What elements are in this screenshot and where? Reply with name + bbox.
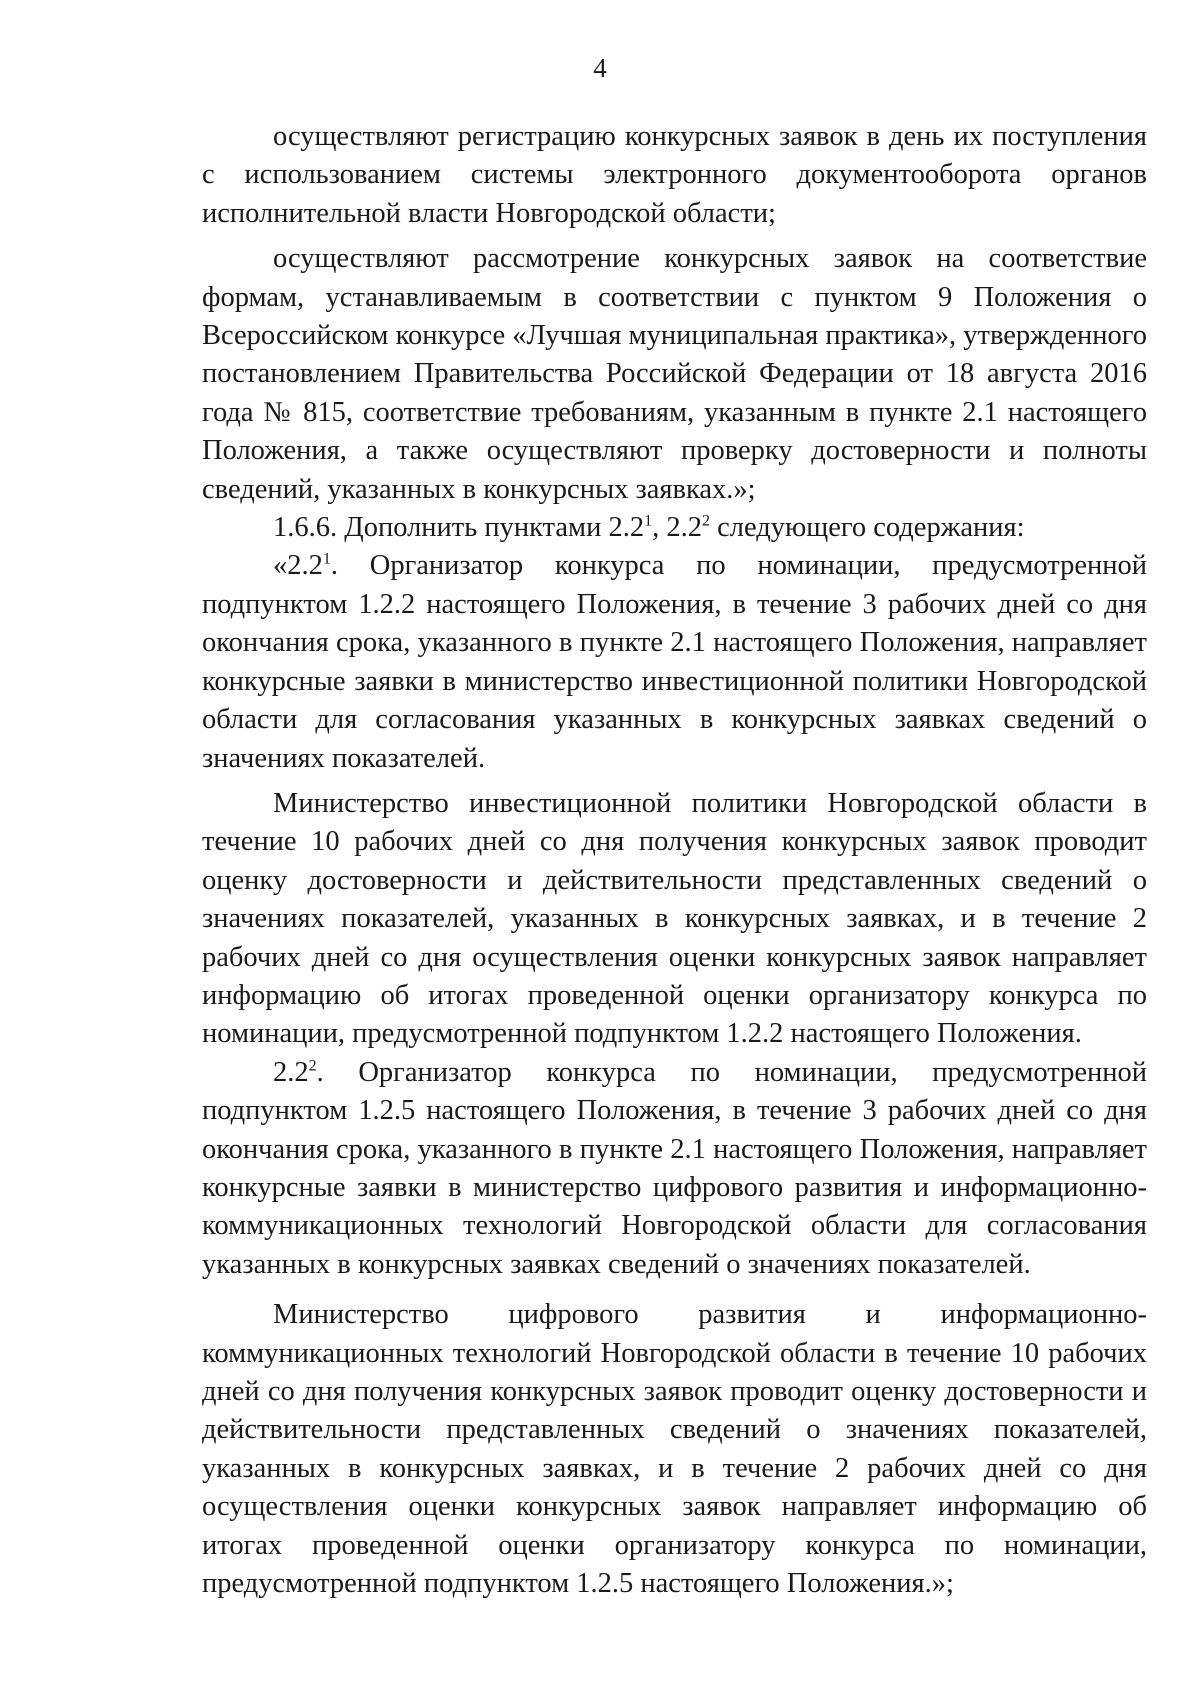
document-body [202,118,1147,1603]
paragraph-registration: осуществляют регистрацию конкурсных заявок в день их поступления с использованием системы электронного документооборота органов исполнительной власти Новгородской области; [202,121,1147,229]
amendment-text-b: , 2.2 [652,512,702,544]
paragraph-clause-2-2-1 [202,547,1147,777]
clause-2-2-2-number: 2.2 [273,1056,309,1088]
superscript-2: 2 [701,512,710,530]
paragraph-clause-2-2-2 [202,1054,1147,1284]
clause-2-2-2-sup: 2 [308,1057,317,1075]
clause-2-2-1-number: «2.2 [273,550,323,582]
amendment-text-c: следующего содержания: [709,512,1025,544]
paragraph-amendment [202,509,1147,547]
amendment-text-a: 1.6.6. Дополнить пунктами 2.2 [273,512,645,544]
paragraph-digital-ministry: Министерство цифрового развития и информационно-коммуникационных технологий Новгородской области в течение 10 рабочих дней со дня получения конкурсных заявок проводит оценку достоверности и действительности представленных сведений о значениях показателей, указанных в конкурсных заявках, и в течение 2 рабочих дней со дня осуществления оценки конкурсных заявок направляет информацию об итогах проведенной оценки организатору конкурса по номинации, предусмотренной подпунктом 1.2.5 настоящего Положения.»; [202,1299,1147,1600]
clause-2-2-2-text: . Организатор конкурса по номинации, предусмотренной подпунктом 1.2.5 настоящего Положения, в течение 3 рабочих дней со дня окончания срока, указанного в пункте 2.1 настоящего Положения, направляет конкурсные заявки в министерство цифрового развития и информационно-коммуникационных технологий Новгородской области для согласования указанных в конкурсных заявках сведений о значениях показателей. [202,1056,1147,1280]
clause-2-2-1-text: . Организатор конкурса по номинации, предусмотренной подпунктом 1.2.2 настоящего Положения, в течение 3 рабочих дней со дня окончания срока, указанного в пункте 2.1 настоящего Положения, направляет конкурсные заявки в министерство инвестиционной политики Новгородской области для согласования указанных в конкурсных заявках сведений о значениях показателей. [202,550,1147,774]
superscript-1: 1 [644,512,653,530]
clause-2-2-1-sup: 1 [322,550,331,568]
paragraph-investment-ministry: Министерство инвестиционной политики Новгородской области в течение 10 рабочих дней со дня получения конкурсных заявок проводит оценку достоверности и действительности представленных сведений о значениях показателей, указанных в конкурсных заявках, и в течение 2 рабочих дней со дня осуществления оценки конкурсных заявок направляет информацию об итогах проведенной оценки организатору конкурса по номинации, предусмотренной подпунктом 1.2.2 настоящего Положения. [202,787,1147,1050]
paragraph-review: осуществляют рассмотрение конкурсных заявок на соответствие формам, устанавливаемым в соответствии с пунктом 9 Положения о Всероссийском конкурсе «Лучшая муниципальная практика», утвержденного постановлением Правительства Российской Федерации от 18 августа 2016 года № 815, соответствие требованиям, указанным в пункте 2.1 настоящего Положения, а также осуществляют проверку достоверности и полноты сведений, указанных в конкурсных заявках.»; [202,243,1147,505]
page-number: 4 [593,53,607,83]
